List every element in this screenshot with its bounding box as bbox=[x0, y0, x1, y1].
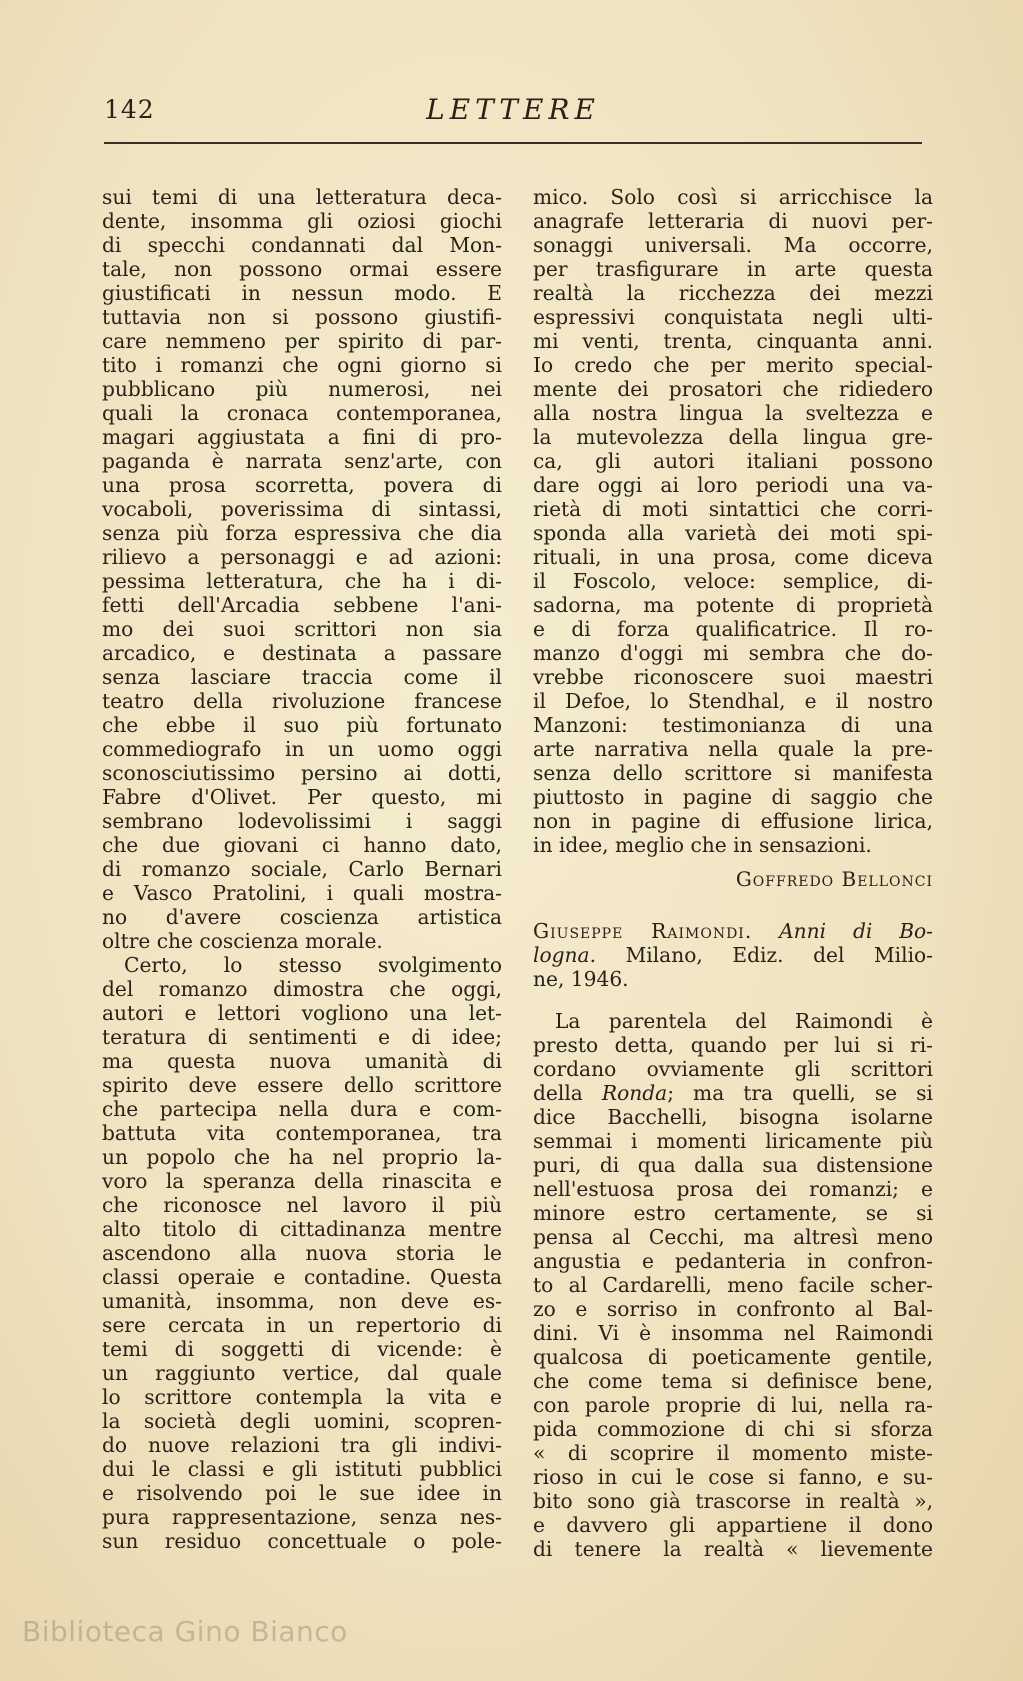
text-line: sonaggi universali. Ma occorre, bbox=[533, 233, 933, 257]
text-line: che partecipa nella dura e com- bbox=[102, 1097, 502, 1121]
text-line: per trasfigurare in arte questa bbox=[533, 257, 933, 281]
text-line: senza più forza espressiva che dia bbox=[102, 521, 502, 545]
text-line: umanità, insomma, non deve es- bbox=[102, 1289, 502, 1313]
text-line: pensa al Cecchi, ma altresì meno bbox=[533, 1225, 933, 1249]
text-line: e davvero gli appartiene il dono bbox=[533, 1513, 933, 1537]
ronda-title: Ronda bbox=[601, 1081, 668, 1105]
text-line: temi di soggetti di vicende: è bbox=[102, 1337, 502, 1361]
review-heading bbox=[533, 919, 933, 991]
text-line: la società degli uomini, scopren- bbox=[102, 1409, 502, 1433]
text-line: nell'estuosa prosa dei romanzi; e bbox=[533, 1177, 933, 1201]
text-line: sere cercata in un repertorio di bbox=[102, 1313, 502, 1337]
text-line: Io credo che per merito special- bbox=[533, 353, 933, 377]
page-number: 142 bbox=[104, 95, 155, 124]
right-column bbox=[533, 185, 933, 1561]
text-line: vocaboli, poverissima di sintassi, bbox=[102, 497, 502, 521]
text-line: bito sono già trascorse in realtà », bbox=[533, 1489, 933, 1513]
text-line: mi venti, trenta, cinquanta anni. bbox=[533, 329, 933, 353]
text-line: dini. Vi è insomma nel Raimondi bbox=[533, 1321, 933, 1345]
text-line: dente, insomma gli oziosi giochi bbox=[102, 209, 502, 233]
text-line: semmai i momenti liricamente più bbox=[533, 1129, 933, 1153]
left-column bbox=[102, 185, 502, 1553]
text-line: « di scoprire il momento miste- bbox=[533, 1441, 933, 1465]
text-line: la mutevolezza della lingua gre- bbox=[533, 425, 933, 449]
text-line: commediografo in un uomo oggi bbox=[102, 737, 502, 761]
text-line: tale, non possono ormai essere bbox=[102, 257, 502, 281]
text-line: che come tema si definisce bene, bbox=[533, 1369, 933, 1393]
review-heading-line bbox=[533, 943, 933, 967]
text-line: zo e sorriso in confronto al Bal- bbox=[533, 1297, 933, 1321]
text-line: di romanzo sociale, Carlo Bernari bbox=[102, 857, 502, 881]
text-line: pura rappresentazione, senza nes- bbox=[102, 1505, 502, 1529]
text-line: un popolo che ha nel proprio la- bbox=[102, 1145, 502, 1169]
text-line: ma questa nuova umanità di bbox=[102, 1049, 502, 1073]
text-line: La parentela del Raimondi è bbox=[555, 1009, 933, 1033]
review-publisher: Milano, Ediz. del Milio- bbox=[625, 943, 933, 967]
text-line: che due giovani ci hanno dato, bbox=[102, 833, 502, 857]
text-line: lo scrittore contempla la vita e bbox=[102, 1385, 502, 1409]
text-line: oltre che coscienza morale. bbox=[102, 929, 383, 953]
text-line: minore estro certamente, se si bbox=[533, 1201, 933, 1225]
text-line: e Vasco Pratolini, i quali mostra- bbox=[102, 881, 502, 905]
text-line: dare oggi ai loro periodi una va- bbox=[533, 473, 933, 497]
text-line: magari aggiustata a fini di pro- bbox=[102, 425, 502, 449]
text-line: teatro della rivoluzione francese bbox=[102, 689, 502, 713]
text-line: senza lasciare traccia come il bbox=[102, 665, 502, 689]
text-line: ascendono alla nuova storia le bbox=[102, 1241, 502, 1265]
text-line: senza dello scrittore si manifesta bbox=[533, 761, 933, 785]
text-line: del romanzo dimostra che oggi, bbox=[102, 977, 502, 1001]
text-line: giustificati in nessun modo. E bbox=[102, 281, 502, 305]
text-line: ca, gli autori italiani possono bbox=[533, 449, 933, 473]
text-line: una prosa scorretta, povera di bbox=[102, 473, 502, 497]
text-line: il Foscolo, veloce: semplice, di- bbox=[533, 569, 933, 593]
text-line: di specchi condannati dal Mon- bbox=[102, 233, 502, 257]
review-title-cont: logna. bbox=[533, 943, 596, 967]
text-line: piuttosto in pagine di saggio che bbox=[533, 785, 933, 809]
text-line: voro la speranza della rinascita e bbox=[102, 1169, 502, 1193]
text-line: to al Cardarelli, meno facile scher- bbox=[533, 1273, 933, 1297]
library-watermark: Biblioteca Gino Bianco bbox=[22, 1615, 348, 1648]
text-line: sembrano lodevolissimi i saggi bbox=[102, 809, 502, 833]
text-line: un raggiunto vertice, dal quale bbox=[102, 1361, 502, 1385]
review-year: ne, 1946. bbox=[533, 967, 629, 991]
text-line: do nuove relazioni tra gli indivi- bbox=[102, 1433, 502, 1457]
text-line: che ebbe il suo più fortunato bbox=[102, 713, 502, 737]
text-fragment: della bbox=[533, 1081, 583, 1105]
text-line: con parole proprie di lui, nella ra- bbox=[533, 1393, 933, 1417]
text-line: presto detta, quando per lui si ri- bbox=[533, 1033, 933, 1057]
text-line: sui temi di una letteratura deca- bbox=[102, 185, 502, 209]
text-line: sadorna, ma potente di proprietà bbox=[533, 593, 933, 617]
text-line: spirito deve essere dello scrittore bbox=[102, 1073, 502, 1097]
text-line: rietà di moti sintattici che corri- bbox=[533, 497, 933, 521]
text-line: sconosciutissimo persino ai dotti, bbox=[102, 761, 502, 785]
text-line: cordano ovviamente gli scrittori bbox=[533, 1057, 933, 1081]
text-line: realtà la ricchezza dei mezzi bbox=[533, 281, 933, 305]
text-line: fetti dell'Arcadia sebbene l'ani- bbox=[102, 593, 502, 617]
text-line: e risolvendo poi le sue idee in bbox=[102, 1481, 502, 1505]
text-line: sponda alla varietà dei moti spi- bbox=[533, 521, 933, 545]
text-line: sun residuo concettuale o pole- bbox=[102, 1529, 502, 1553]
review-title: Anni di Bo- bbox=[779, 919, 933, 943]
text-line: rilievo a personaggi e ad azioni: bbox=[102, 545, 502, 569]
text-fragment: ; ma tra quelli, se si bbox=[667, 1081, 933, 1105]
text-line: alto titolo di cittadinanza mentre bbox=[102, 1217, 502, 1241]
text-line: rituali, in una prosa, come diceva bbox=[533, 545, 933, 569]
text-line: vrebbe riconoscere suoi maestri bbox=[533, 665, 933, 689]
author-signature: Goffredo Bellonci bbox=[735, 867, 933, 891]
text-line: che riconosce nel lavoro il più bbox=[102, 1193, 502, 1217]
text-line: di tenere la realtà « lievemente bbox=[533, 1537, 933, 1561]
text-line: tito i romanzi che ogni giorno si bbox=[102, 353, 502, 377]
text-line: rioso in cui le cose si fanno, e su- bbox=[533, 1465, 933, 1489]
text-line: mente dei prosatori che ridiedero bbox=[533, 377, 933, 401]
page-header bbox=[104, 95, 922, 139]
text-line: paganda è narrata senz'arte, con bbox=[102, 449, 502, 473]
text-line: no d'avere coscienza artistica bbox=[102, 905, 502, 929]
text-line: quali la cronaca contemporanea, bbox=[102, 401, 502, 425]
text-line: mo dei suoi scrittori non sia bbox=[102, 617, 502, 641]
text-line: qualcosa di poeticamente gentile, bbox=[533, 1345, 933, 1369]
text-line: manzo d'oggi mi sembra che do- bbox=[533, 641, 933, 665]
text-line: Fabre d'Olivet. Per questo, mi bbox=[102, 785, 502, 809]
text-line: arcadico, e destinata a passare bbox=[102, 641, 502, 665]
text-line: angustia e pedanteria in confron- bbox=[533, 1249, 933, 1273]
text-line: alla nostra lingua la sveltezza e bbox=[533, 401, 933, 425]
text-line: in idee, meglio che in sensazioni. bbox=[533, 833, 872, 857]
text-line: Certo, lo stesso svolgimento bbox=[124, 953, 502, 977]
review-author: Giuseppe Raimondi. bbox=[533, 919, 753, 943]
text-line: pida commozione di chi si sforza bbox=[533, 1417, 933, 1441]
text-line: care nemmeno per spirito di par- bbox=[102, 329, 502, 353]
text-line: e di forza qualificatrice. Il ro- bbox=[533, 617, 933, 641]
text-line: mico. Solo così si arricchisce la bbox=[533, 185, 933, 209]
text-line: arte narrativa nella quale la pre- bbox=[533, 737, 933, 761]
text-line: pessima letteratura, che ha i di- bbox=[102, 569, 502, 593]
running-head: LETTERE bbox=[426, 93, 600, 126]
header-rule bbox=[104, 142, 922, 144]
text-line: pubblicano più numerosi, nei bbox=[102, 377, 502, 401]
text-line: anagrafe letteraria di nuovi per- bbox=[533, 209, 933, 233]
text-line: espressivi conquistata negli ulti- bbox=[533, 305, 933, 329]
text-line: teratura di sentimenti e di idee; bbox=[102, 1025, 502, 1049]
text-line: classi operaie e contadine. Questa bbox=[102, 1265, 502, 1289]
spacer bbox=[533, 991, 933, 1009]
text-line: non in pagine di effusione lirica, bbox=[533, 809, 933, 833]
text-line: puri, di qua dalla sua distensione bbox=[533, 1153, 933, 1177]
text-line: dice Bacchelli, bisogna isolarne bbox=[533, 1105, 933, 1129]
text-line: il Defoe, lo Stendhal, e il nostro bbox=[533, 689, 933, 713]
text-line: battuta vita contemporanea, tra bbox=[102, 1121, 502, 1145]
text-line: dui le classi e gli istituti pubblici bbox=[102, 1457, 502, 1481]
text-line: autori e lettori vogliono una let- bbox=[102, 1001, 502, 1025]
text-line bbox=[533, 1081, 933, 1105]
text-line: Manzoni: testimonianza di una bbox=[533, 713, 933, 737]
review-heading-line bbox=[533, 919, 933, 943]
text-line: tuttavia non si possono giustifi- bbox=[102, 305, 502, 329]
